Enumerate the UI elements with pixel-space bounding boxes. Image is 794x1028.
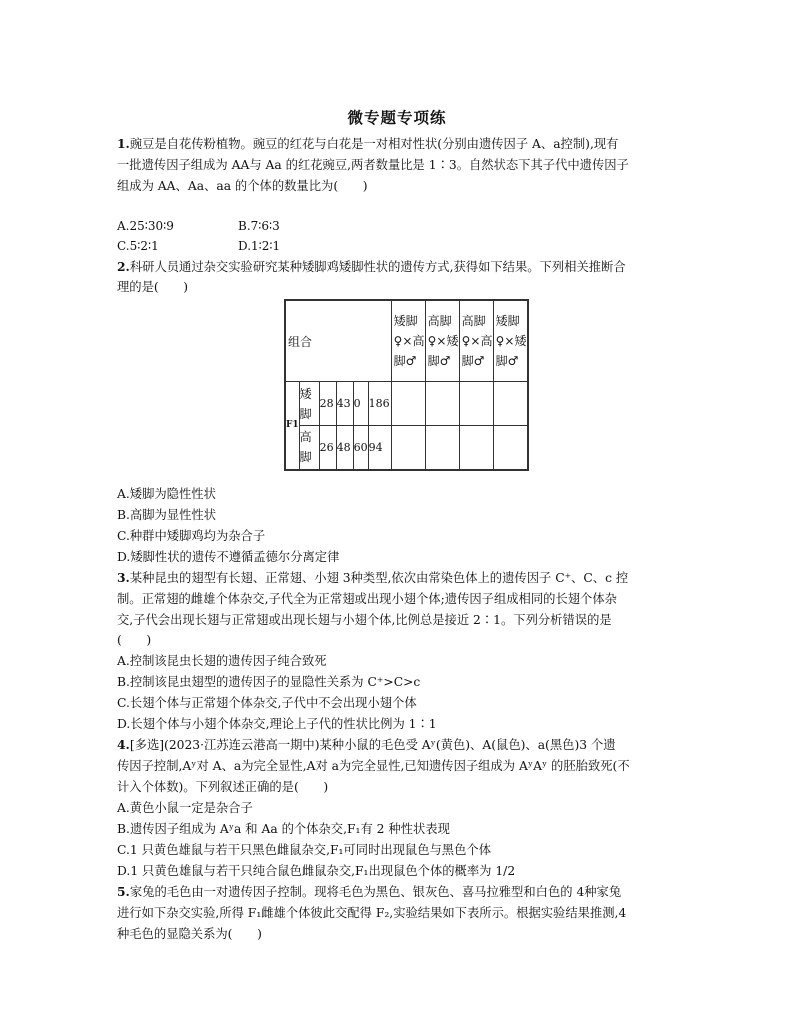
q1-line-1: 1.豌豆是自花传粉植物。豌豆的红花与白花是一对相对性状(分别由遗传因子 A、a控制),现有: [117, 136, 619, 151]
empty-cell: [391, 426, 425, 470]
q1-option-c: C.5∶2∶1: [117, 239, 159, 253]
column-header: 矮脚♀×高脚♂: [391, 300, 425, 382]
q1-line-2: 一批遗传因子组成为 AA与 Aa 的红花豌豆,两者数量比是 1∶3。自然状态下其子代中遗传因子: [117, 158, 629, 172]
row-label: 高脚: [299, 426, 319, 470]
q1-option-a: A.25∶30∶9: [117, 219, 174, 233]
empty-cell: [459, 382, 493, 426]
table-header-row: [285, 300, 528, 382]
q5-line-3: 种毛色的显隐关系为( ): [117, 927, 262, 941]
table-cell: 60: [353, 426, 368, 470]
q2-line-1: 2.科研人员通过杂交实验研究某种矮脚鸡矮脚性状的遗传方式,获得如下结果。下列相关推断合: [117, 259, 626, 274]
q4-line-1: 4.[多选](2023·江苏连云港高一期中)某种小鼠的毛色受 Aʸ(黄色)、A(鼠色)、a(黑色)3 个遗: [117, 737, 616, 752]
q3-number: 3.: [117, 570, 130, 585]
table-cell: 0: [353, 382, 368, 426]
q5-number: 5.: [117, 884, 130, 899]
q5-line-2: 进行如下杂交实验,所得 F₁雌雄个体彼此交配得 F₂,实验结果如下表所示。根据实验结果推测,4: [117, 906, 627, 920]
table-row: [285, 426, 528, 470]
q2-option-a: A.矮脚为隐性性状: [117, 487, 216, 501]
q3-option-b: B.控制该昆虫翅型的遗传因子的显隐性关系为 C⁺>C>c: [117, 675, 421, 689]
empty-cell: [493, 426, 528, 470]
q4-option-d: D.1 只黄色雄鼠与若干只纯合鼠色雌鼠杂交,F₁出现鼠色个体的概率为 1/2: [117, 864, 516, 878]
table-cell: 48: [336, 426, 353, 470]
f1-label: F1: [285, 382, 299, 470]
q2-option-b: B.高脚为显性性状: [117, 508, 217, 522]
table-cell: 28: [319, 382, 336, 426]
q4-line-3: 计入个体数)。下列叙述正确的是( ): [117, 780, 329, 794]
q2-number: 2.: [117, 259, 130, 274]
empty-cell: [391, 382, 425, 426]
empty-cell: [425, 426, 459, 470]
empty-cell: [425, 382, 459, 426]
row-label: 矮脚: [299, 382, 319, 426]
q4-line-2: 传因子控制,Aʸ对 A、a为完全显性,A对 a为完全显性,已知遗传因子组成为 AʸAʸ 的胚胎致死(不: [117, 759, 630, 773]
column-header: 高脚♀×矮脚♂: [425, 300, 459, 382]
table-cell: 43: [336, 382, 353, 426]
column-header: 高脚♀×高脚♂: [459, 300, 493, 382]
combo-header: 组合: [285, 300, 391, 382]
column-header: 矮脚♀×矮脚♂: [493, 300, 528, 382]
table-row: [285, 382, 528, 426]
q5-line-1: 5.家兔的毛色由一对遗传因子控制。现将毛色为黑色、银灰色、喜马拉雅型和白色的 4种家兔: [117, 884, 622, 899]
cross-results-table: [284, 299, 529, 471]
q4-option-c: C.1 只黄色雄鼠与若干只黑色雌鼠杂交,F₁可同时出现鼠色与黑色个体: [117, 843, 491, 857]
q4-number: 4.: [117, 737, 130, 752]
table-cell: 94: [368, 426, 391, 470]
empty-cell: [459, 426, 493, 470]
q3-line-2: 制。正常翅的雌雄个体杂交,子代全为正常翅或出现小翅个体;遗传因子组成相同的长翅个体杂: [117, 592, 617, 606]
q3-line-1: 3.某种昆虫的翅型有长翅、正常翅、小翅 3种类型,依次由常染色体上的遗传因子 C⁺、C、c 控: [117, 570, 629, 585]
q3-option-d: D.长翅个体与小翅个体杂交,理论上子代的性状比例为 1∶1: [117, 717, 437, 731]
page-title: 微专题专项练: [347, 108, 447, 127]
q2-line-2: 理的是( ): [117, 280, 189, 294]
empty-cell: [493, 382, 528, 426]
q1-option-b: B.7∶6∶3: [238, 219, 280, 233]
q2-option-d: D.矮脚性状的遗传不遵循孟德尔分离定律: [117, 550, 340, 564]
q1-number: 1.: [117, 136, 130, 151]
q4-option-a: A.黄色小鼠一定是杂合子: [117, 801, 253, 815]
q4-option-b: B.遗传因子组成为 Aʸa 和 Aa 的个体杂交,F₁有 2 种性状表现: [117, 822, 450, 836]
table-cell: 186: [368, 382, 391, 426]
q3-line-4: ( ): [117, 633, 152, 647]
table-cell: 26: [319, 426, 336, 470]
q1-option-d: D.1∶2∶1: [238, 239, 281, 253]
q3-option-c: C.长翅个体与正常翅个体杂交,子代中不会出现小翅个体: [117, 696, 417, 710]
q2-option-c: C.种群中矮脚鸡均为杂合子: [117, 529, 266, 543]
q3-line-3: 交,子代会出现长翅与正常翅或出现长翅与小翅个体,比例总是接近 2∶1。下列分析错误的是: [117, 613, 612, 627]
q3-option-a: A.控制该昆虫长翅的遗传因子纯合致死: [117, 654, 327, 668]
q1-line-3: 组成为 AA、Aa、aa 的个体的数量比为( ): [117, 179, 368, 193]
